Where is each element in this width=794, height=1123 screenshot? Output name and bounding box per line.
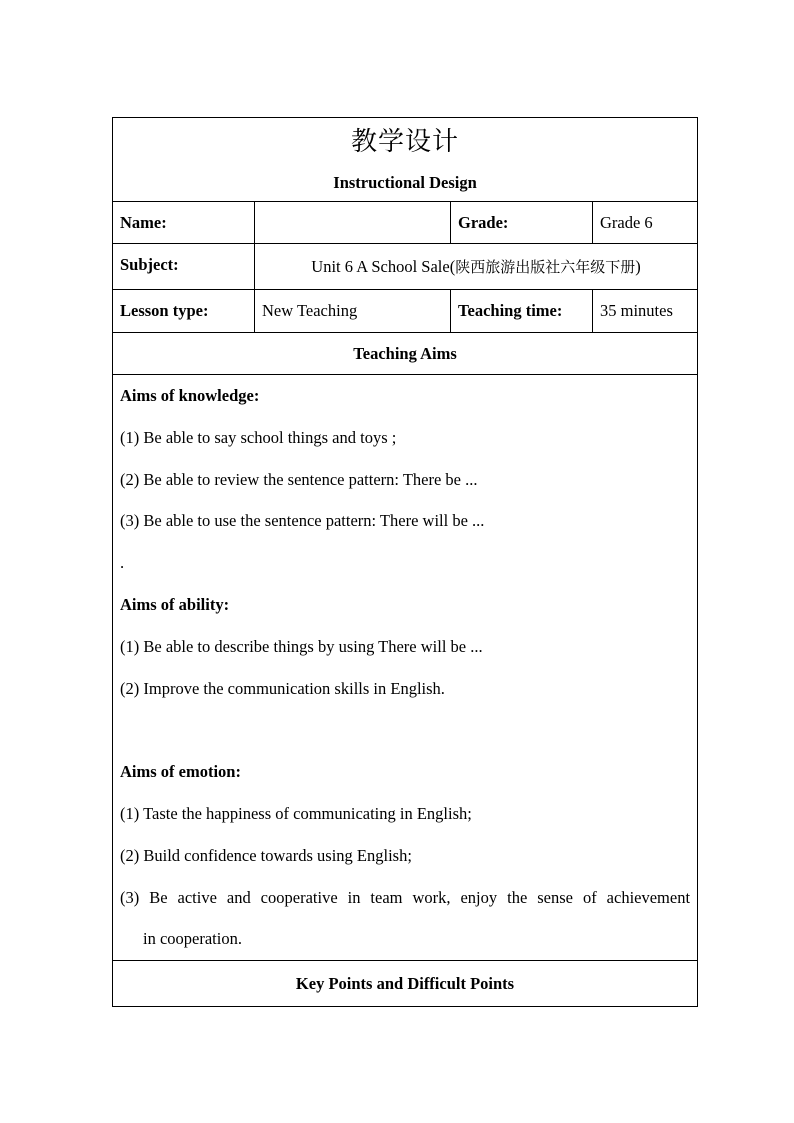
knowledge-item-1: (1) Be able to say school things and toys ;	[120, 427, 397, 447]
teaching-aims-heading-row	[113, 333, 698, 375]
blank-line	[120, 709, 690, 751]
lesson-type-value: New Teaching	[255, 290, 451, 333]
subject-label: Subject:	[113, 244, 255, 290]
name-grade-row	[113, 202, 698, 244]
key-points-row	[113, 961, 698, 1007]
subject-row	[113, 244, 698, 290]
grade-value: Grade 6	[593, 202, 698, 244]
emotion-item-3-continuation: in cooperation.	[143, 929, 242, 949]
emotion-item-2: (2) Build confidence towards using English;	[120, 845, 412, 865]
grade-label: Grade:	[451, 202, 593, 244]
emotion-item-1: (1) Taste the happiness of communicating in English;	[120, 803, 472, 823]
emotion-heading: Aims of emotion:	[120, 762, 241, 782]
knowledge-heading: Aims of knowledge:	[120, 386, 260, 405]
name-label: Name:	[113, 202, 255, 244]
title-english: Instructional Design	[333, 172, 477, 192]
title-row	[113, 118, 698, 202]
subject-value-close: )	[635, 257, 641, 276]
subject-value	[255, 244, 698, 290]
ability-item-2: (2) Improve the communication skills in English.	[120, 678, 445, 698]
aims-row	[113, 375, 698, 961]
subject-value-cn: 陕西旅游出版社六年级下册	[455, 258, 636, 276]
title-chinese: 教学设计	[351, 126, 460, 157]
teaching-aims-heading: Teaching Aims	[113, 333, 698, 375]
lesson-type-label: Lesson type:	[113, 290, 255, 333]
subject-value-en: Unit 6 A School Sale(	[311, 257, 456, 276]
lesson-type-row	[113, 290, 698, 333]
key-points-heading: Key Points and Difficult Points	[113, 961, 698, 1007]
instructional-design-table	[112, 117, 698, 1007]
knowledge-trailing-period: .	[120, 553, 125, 573]
teaching-time-value: 35 minutes	[593, 290, 698, 333]
knowledge-item-2: (2) Be able to review the sentence pattern: There be ...	[120, 469, 478, 489]
ability-item-1: (1) Be able to describe things by using There will be ...	[120, 636, 483, 656]
teaching-time-label: Teaching time:	[451, 290, 593, 333]
knowledge-item-3: (3) Be able to use the sentence pattern: There will be ...	[120, 511, 485, 531]
emotion-item-3: (3) Be active and cooperative in team work, enjoy the sense of achievement	[120, 887, 691, 907]
aims-cell	[113, 375, 698, 961]
name-value	[255, 202, 451, 244]
ability-heading: Aims of ability:	[120, 594, 230, 614]
title-cell	[113, 118, 698, 202]
